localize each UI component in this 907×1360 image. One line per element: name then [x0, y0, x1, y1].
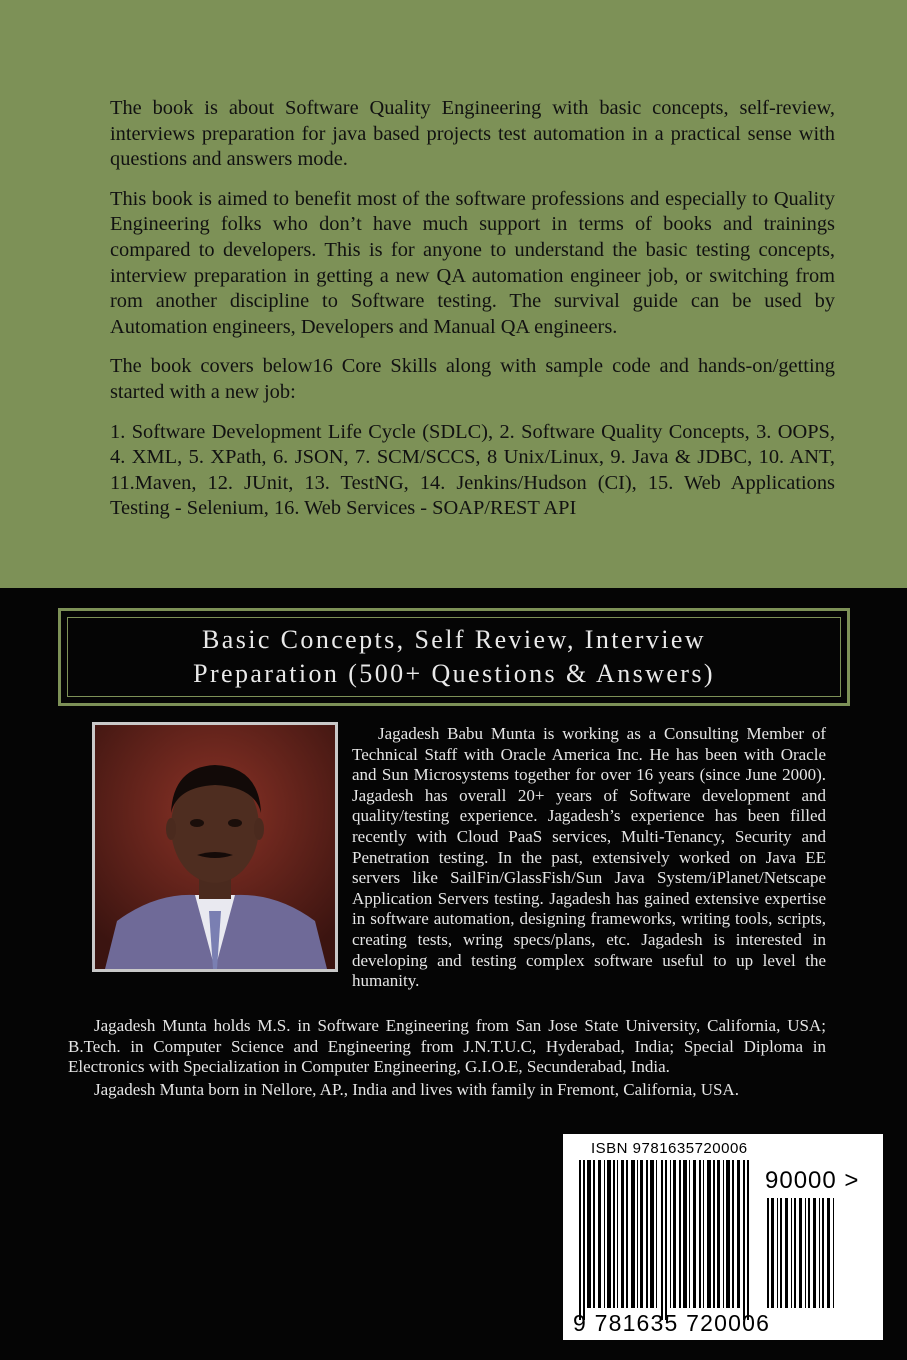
- ean-barcode-bars: [573, 1160, 758, 1320]
- description-paragraph-1: The book is about Software Quality Engineering with basic concepts, self-review, interviews preparation for java based projects test automation in a practical sense with questions and answers mode.: [110, 97, 835, 171]
- description-paragraph-4: 1. Software Development Life Cycle (SDLC), 2. Software Quality Concepts, 3. OOPS, 4. XML, 5. XPath, 6. JSON, 7. SCM/SCCS, 8 Unix/Linux, 9. Java & JDBC, 10. ANT, 11.Maven, 12. JUnit, 13. TestNG, 14. Jenkins/Hudson (CI), 15. Web Applications Testing - Selenium, 16. Web Services - SOAP/REST API: [110, 420, 835, 520]
- isbn-label: ISBN 9781635720006: [591, 1140, 748, 1157]
- description-paragraph-3: The book covers below16 Core Skills along with sample code and hands-on/getting started with a new job:: [110, 355, 835, 403]
- banner-inner-frame: [67, 617, 841, 697]
- author-photo: [92, 722, 338, 972]
- author-bio-paragraph-1: Jagadesh Babu Munta is working as a Consulting Member of Technical Staff with Oracle America Inc. He has been with Oracle and Sun Microsystems together for over 16 years (since June 2000). Jagadesh has overall 20+ years of Software development and quality/testing experience. Jagadesh’s experience has been filled recently with Cloud PaaS services, Multi-Tenancy, Security and Penetration testing. In the past, extensively worked on Java EE servers like SailFin/GlassFish/Sun Java System/iPlanet/Netscape Application Servers testing. Jagadesh has gained extensive expertise in software automation, designing frameworks, writing tools, scripts, creating tests, wring specs/plans, etc. Jagadesh is interested in developing and testing complex software useful to up level the humanity.: [352, 724, 826, 991]
- description-paragraph-2: This book is aimed to benefit most of the software professions and especially to Quality Engineering folks who don’t have much support in terms of books and trainings compared to developers. This is for anyone to understand the basic testing concepts, interview preparation in getting a new QA automation engineer job, or switching from rom another discipline to Software testing. The survival guide can be used by Automation engineers, Developers and Manual QA engineers.: [110, 187, 835, 338]
- description-text: [110, 96, 835, 536]
- isbn-barcode: [563, 1134, 883, 1340]
- price-code: 90000 >: [765, 1167, 860, 1194]
- banner-line-1: Basic Concepts, Self Review, Interview: [202, 625, 706, 654]
- author-education-paragraph: Jagadesh Munta holds M.S. in Software Engineering from San Jose State University, California, USA; B.Tech. in Computer Science and Engineering from J.N.T.U.C, Hyderabad, India; Special Diploma in Electronics with Specialization in Computer Engineering, G.I.O.E, Secunderabad, India.: [68, 1016, 826, 1077]
- isbn-digits: 9 781635 720006: [573, 1310, 771, 1336]
- subtitle-banner: [58, 608, 850, 706]
- author-origin-paragraph: Jagadesh Munta born in Nellore, AP., India and lives with family in Fremont, California, USA.: [94, 1080, 739, 1099]
- author-portrait-illustration: [95, 725, 335, 969]
- banner-line-2: Preparation (500+ Questions & Answers): [193, 659, 715, 688]
- banner-text: [104, 623, 804, 691]
- addon-barcode-bars: [765, 1198, 837, 1308]
- description-panel: [0, 0, 907, 588]
